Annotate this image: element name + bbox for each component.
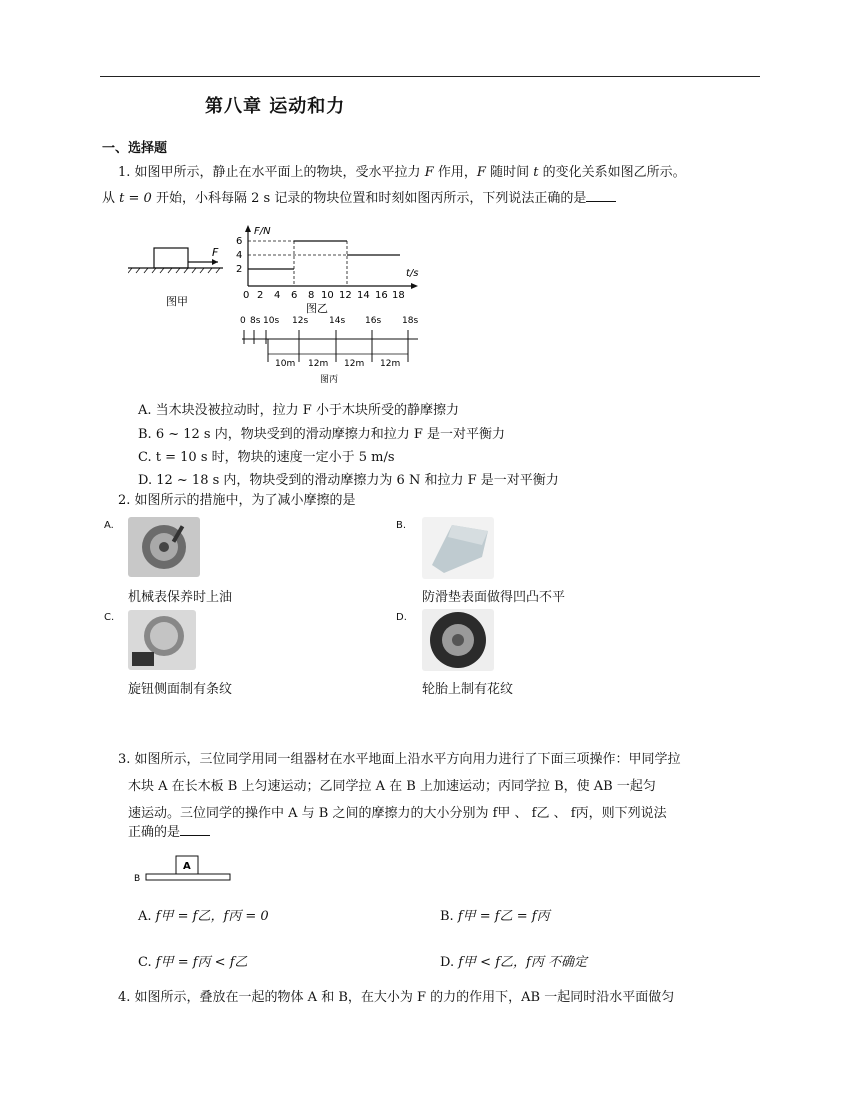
q2-option-b-letter: B. [396, 520, 407, 531]
question-3-stem-line2: 木块 A 在长木板 B 上匀速运动；乙同学拉 A 在 B 上加速运动；丙同学拉 B，使 AB 一起匀 [128, 779, 656, 794]
svg-text:12m: 12m [380, 359, 401, 369]
axis-label-f: F/N [254, 226, 271, 237]
svg-text:16: 16 [375, 290, 388, 301]
svg-text:0: 0 [243, 290, 250, 301]
page-title: 第八章 运动和力 [205, 96, 346, 117]
figure-bing-timeline [236, 312, 422, 388]
y-tick-6: 6 [236, 236, 243, 247]
svg-text:18: 18 [392, 290, 405, 301]
q3-option-d[interactable]: D. f甲 < f乙，f丙 不确定 [440, 955, 587, 970]
q1-option-d[interactable]: D. 12 ~ 18 s 内，物块受到的滑动摩擦力为 6 N 和拉力 F 是一对平衡力 [138, 473, 559, 488]
q2-option-c-caption: 旋钮侧面制有条纹 [128, 682, 233, 697]
svg-text:16s: 16s [365, 316, 382, 326]
q2-option-c-letter: C. [104, 612, 115, 623]
figure-jia-label: 图甲 [166, 295, 188, 308]
y-tick-2: 2 [236, 264, 243, 275]
q2-option-d-letter: D. [396, 612, 407, 623]
q1-option-a[interactable]: A. 当木块没被拉动时，拉力 F 小于木块所受的静摩擦力 [138, 403, 459, 418]
svg-text:10s: 10s [263, 316, 280, 326]
question-2-stem: 2. 如图所示的措施中，为了减小摩擦的是 [118, 493, 356, 508]
figure-q3-blocks [132, 854, 236, 886]
question-1-stem-line2: 从 t = 0 开始，小科每隔 2 s 记录的物块位置和时刻如图丙所示，下列说法正确的是 [102, 188, 762, 210]
svg-text:4: 4 [274, 290, 281, 301]
svg-text:18s: 18s [402, 316, 419, 326]
figure-bing-label: 图丙 [320, 375, 339, 385]
svg-text:10m: 10m [275, 359, 296, 369]
svg-text:F: F [212, 246, 219, 259]
tire-icon[interactable] [422, 609, 494, 671]
svg-text:12: 12 [339, 290, 352, 301]
block [154, 248, 188, 268]
question-number: 1. [118, 165, 131, 180]
svg-text:0: 0 [240, 316, 246, 326]
svg-text:12m: 12m [344, 359, 365, 369]
figure-yi-label: 图乙 [306, 302, 328, 314]
svg-text:B: B [134, 874, 141, 884]
section-heading: 一、选择题 [102, 141, 168, 156]
svg-text:12m: 12m [308, 359, 329, 369]
svg-text:10: 10 [321, 290, 334, 301]
mat-icon[interactable] [422, 517, 494, 579]
axis-label-t: t/s [406, 268, 419, 279]
knob-icon[interactable] [128, 610, 196, 670]
q2-option-b-caption: 防滑垫表面做得凹凸不平 [422, 590, 566, 605]
q3-option-c[interactable]: C. f甲 = f丙 < f乙 [138, 955, 248, 970]
answer-blank [180, 823, 210, 836]
svg-text:A: A [183, 861, 191, 872]
question-4-stem: 4. 如图所示，叠放在一起的物体 A 和 B，在大小为 F 的力的作用下，AB 一起同时沿水平面做匀 [118, 990, 675, 1005]
svg-text:14s: 14s [329, 316, 346, 326]
svg-text:2: 2 [257, 290, 264, 301]
board-b [146, 874, 230, 880]
top-rule [100, 76, 760, 77]
q2-option-a-letter: A. [104, 520, 114, 531]
svg-text:8s: 8s [250, 316, 261, 326]
svg-text:8: 8 [308, 290, 315, 301]
svg-text:12s: 12s [292, 316, 309, 326]
q3-option-a[interactable]: A. f甲 = f乙，f丙 = 0 [138, 909, 269, 924]
q1-option-c[interactable]: C. t = 10 s 时，物块的速度一定小于 5 m/s [138, 450, 395, 465]
question-3-stem-line4: 正确的是 [128, 822, 210, 844]
svg-text:14: 14 [357, 290, 370, 301]
q1-option-b[interactable]: B. 6 ~ 12 s 内，物块受到的滑动摩擦力和拉力 F 是一对平衡力 [138, 427, 506, 442]
watch-icon[interactable] [128, 517, 200, 577]
question-3-stem-line3: 速运动。三位同学的操作中 A 与 B 之间的摩擦力的大小分别为 f甲 、 f乙 、 f丙，则下列说法 [128, 806, 667, 821]
answer-blank [586, 189, 616, 202]
question-3-stem: 3. 如图所示，三位同学用同一组器材在水平地面上沿水平方向用力进行了下面三项操作：甲同学拉 [118, 752, 681, 767]
svg-text:6: 6 [291, 290, 298, 301]
question-1-stem: 1. 如图甲所示，静止在水平面上的物块，受水平拉力 F 作用，F 随时间 t 的变化关系如图乙所示。 [118, 165, 686, 180]
figure-yi-graph [232, 222, 422, 314]
q2-option-a-caption: 机械表保养时上油 [128, 590, 233, 605]
figure-jia [128, 238, 228, 308]
q3-option-b[interactable]: B. f甲 = f乙 = f丙 [440, 909, 550, 924]
y-tick-4: 4 [236, 250, 243, 261]
q2-option-d-caption: 轮胎上制有花纹 [422, 682, 514, 697]
